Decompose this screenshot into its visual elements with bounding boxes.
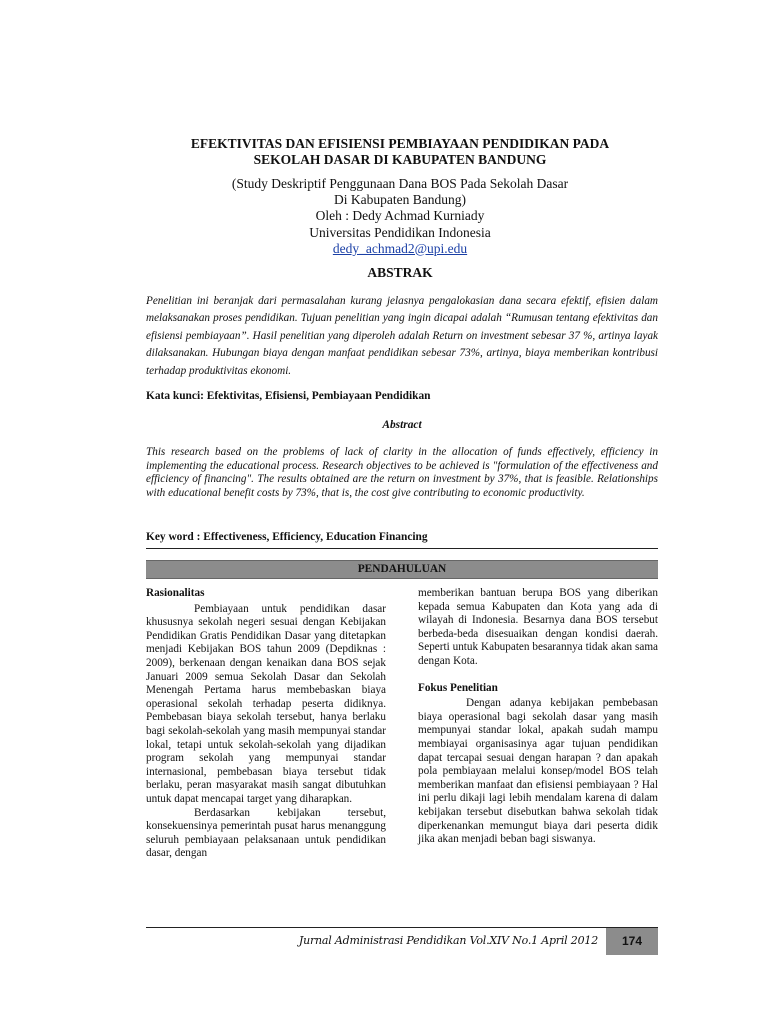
right-column bbox=[418, 587, 658, 847]
subtitle-line-1: (Study Deskriptif Penggunaan Dana BOS Pada Sekolah Dasar bbox=[231, 176, 569, 191]
paragraph-gap bbox=[418, 669, 658, 682]
kata-kunci: Kata kunci: Efektivitas, Efisiensi, Pembiayaan Pendidikan bbox=[146, 390, 431, 402]
right-paragraph-1: memberikan bantuan berupa BOS yang diberikan kepada semua Kabupaten dan Kota yang ada di wilayah di Indonesia. Besarnya dana BOS tersebut berbeda-beda disesuaikan dengan kondisi daerah. Seperti untuk Kabupaten besarannya tidak akan sama dengan Kota. bbox=[418, 587, 658, 667]
paper-title-line-1: EFEKTIVITAS DAN EFISIENSI PEMBIAYAAN PENDIDIKAN PADA bbox=[190, 136, 610, 151]
abstract-heading: Abstract bbox=[382, 419, 422, 431]
author-line: Oleh : Dedy Achmad Kurniady bbox=[315, 208, 485, 224]
abstrak-heading: ABSTRAK bbox=[367, 265, 433, 280]
paper-title-line-2: SEKOLAH DASAR DI KABUPATEN BANDUNG bbox=[253, 152, 547, 167]
page-number: 174 bbox=[606, 928, 658, 955]
bottom-divider bbox=[146, 927, 658, 928]
author-email-link[interactable]: dedy_achmad2@upi.edu bbox=[332, 240, 468, 256]
paper-title bbox=[140, 136, 660, 168]
left-paragraph-1: Pembiayaan untuk pendidikan dasar khususnya sekolah negeri sesuai dengan Kebijakan Pendidikan Gratis Pendidikan Dasar yang ditetapkan menjadi Kebijakan BOS tahun 2009 (Depdiknas : 2009), berkenaan dengan kenaikan dana BOS sejak Januari 2009 semua Sekolah Dasar dan Sekolah Menengah Pertama harus membebaskan biaya operasional sekolah terhadap peserta didiknya. Pembebasan biaya sekolah tersebut, hanya berlaku bagi sekolah-sekolah yang masih mempunyai standar lokal, tetapi untuk sekolah-sekolah yang dijadikan program sekolah yang mempunyai standar internasional, pembebasan biaya tersebut tidak berlaku, peran masyarakat masih sangat dibutuhkan untuk dapat mencapai target yang diharapkan. bbox=[146, 602, 386, 805]
section-heading-pendahuluan: PENDAHULUAN bbox=[146, 560, 658, 579]
keywords-english: Key word : Effectiveness, Efficiency, Education Financing bbox=[146, 531, 428, 543]
abstrak-body: Penelitian ini beranjak dari permasalahan kurang jelasnya pengalokasian dana secara efektif, efisien dalam melaksanakan proses pendidikan. Tujuan penelitian yang ingin dicapai adalah “Rumusan tentang efektivitas dan efisiensi pembiayaan”. Hasil penelitian yang diperoleh adalah Return on investment sebesar 37 %, artinya layak dilaksanakan. Hubungan biaya dengan manfaat pendidikan sebesar 73%, artinya, biaya memberikan kontribusi terhadap produktivitas ekonomi. bbox=[146, 295, 658, 377]
heading-fokus-penelitian: Fokus Penelitian bbox=[418, 681, 498, 694]
affiliation-line: Universitas Pendidikan Indonesia bbox=[309, 224, 491, 240]
footer-journal-name: Jurnal Administrasi Pendidikan Vol.XIV No.1 April 2012 bbox=[298, 934, 598, 947]
subtitle-line-2: Di Kabupaten Bandung) bbox=[334, 192, 466, 208]
abstract-body: This research based on the problems of lack of clarity in the allocation of funds effectively, efficiency in implementing the educational process. Research objectives to be achieved is "formulation of the effectiveness and efficiency of financing". The results obtained are the return on investment by 37%, that is feasible. Relationships with educational benefit costs by 73%, that is, the cost give contributing to economic productivity. bbox=[146, 446, 658, 499]
left-paragraph-2: Berdasarkan kebijakan tersebut, konsekuensinya pemerintah pusat harus menanggung seluruh pembiayaan pelaksanaan untuk pendidikan dasar, dengan bbox=[146, 806, 386, 860]
heading-rasionalitas: Rasionalitas bbox=[146, 587, 205, 599]
left-column bbox=[146, 587, 386, 861]
right-paragraph-2: Dengan adanya kebijakan pembebasan biaya operasional bagi sekolah dasar yang masih mempunyai standar lokal, apakah sudah mampu membiayai organisasinya agar tujuan pendidikan dapat tercapai sesuai dengan harapan ? dan apakah pola pembiayaan melalui konsep/model BOS telah memberikan manfaat dan efisiensi pembiayaan ? Hal ini perlu dikaji lagi lebih mendalam karena di dalam kebijakan tersebut disebutkan bahwa sekolah tidak diperkenankan memungut biaya dari peserta didik jika akan menjadi beban bagi siswanya. bbox=[418, 697, 658, 846]
paper-subtitle bbox=[140, 176, 660, 257]
top-divider bbox=[146, 548, 658, 549]
